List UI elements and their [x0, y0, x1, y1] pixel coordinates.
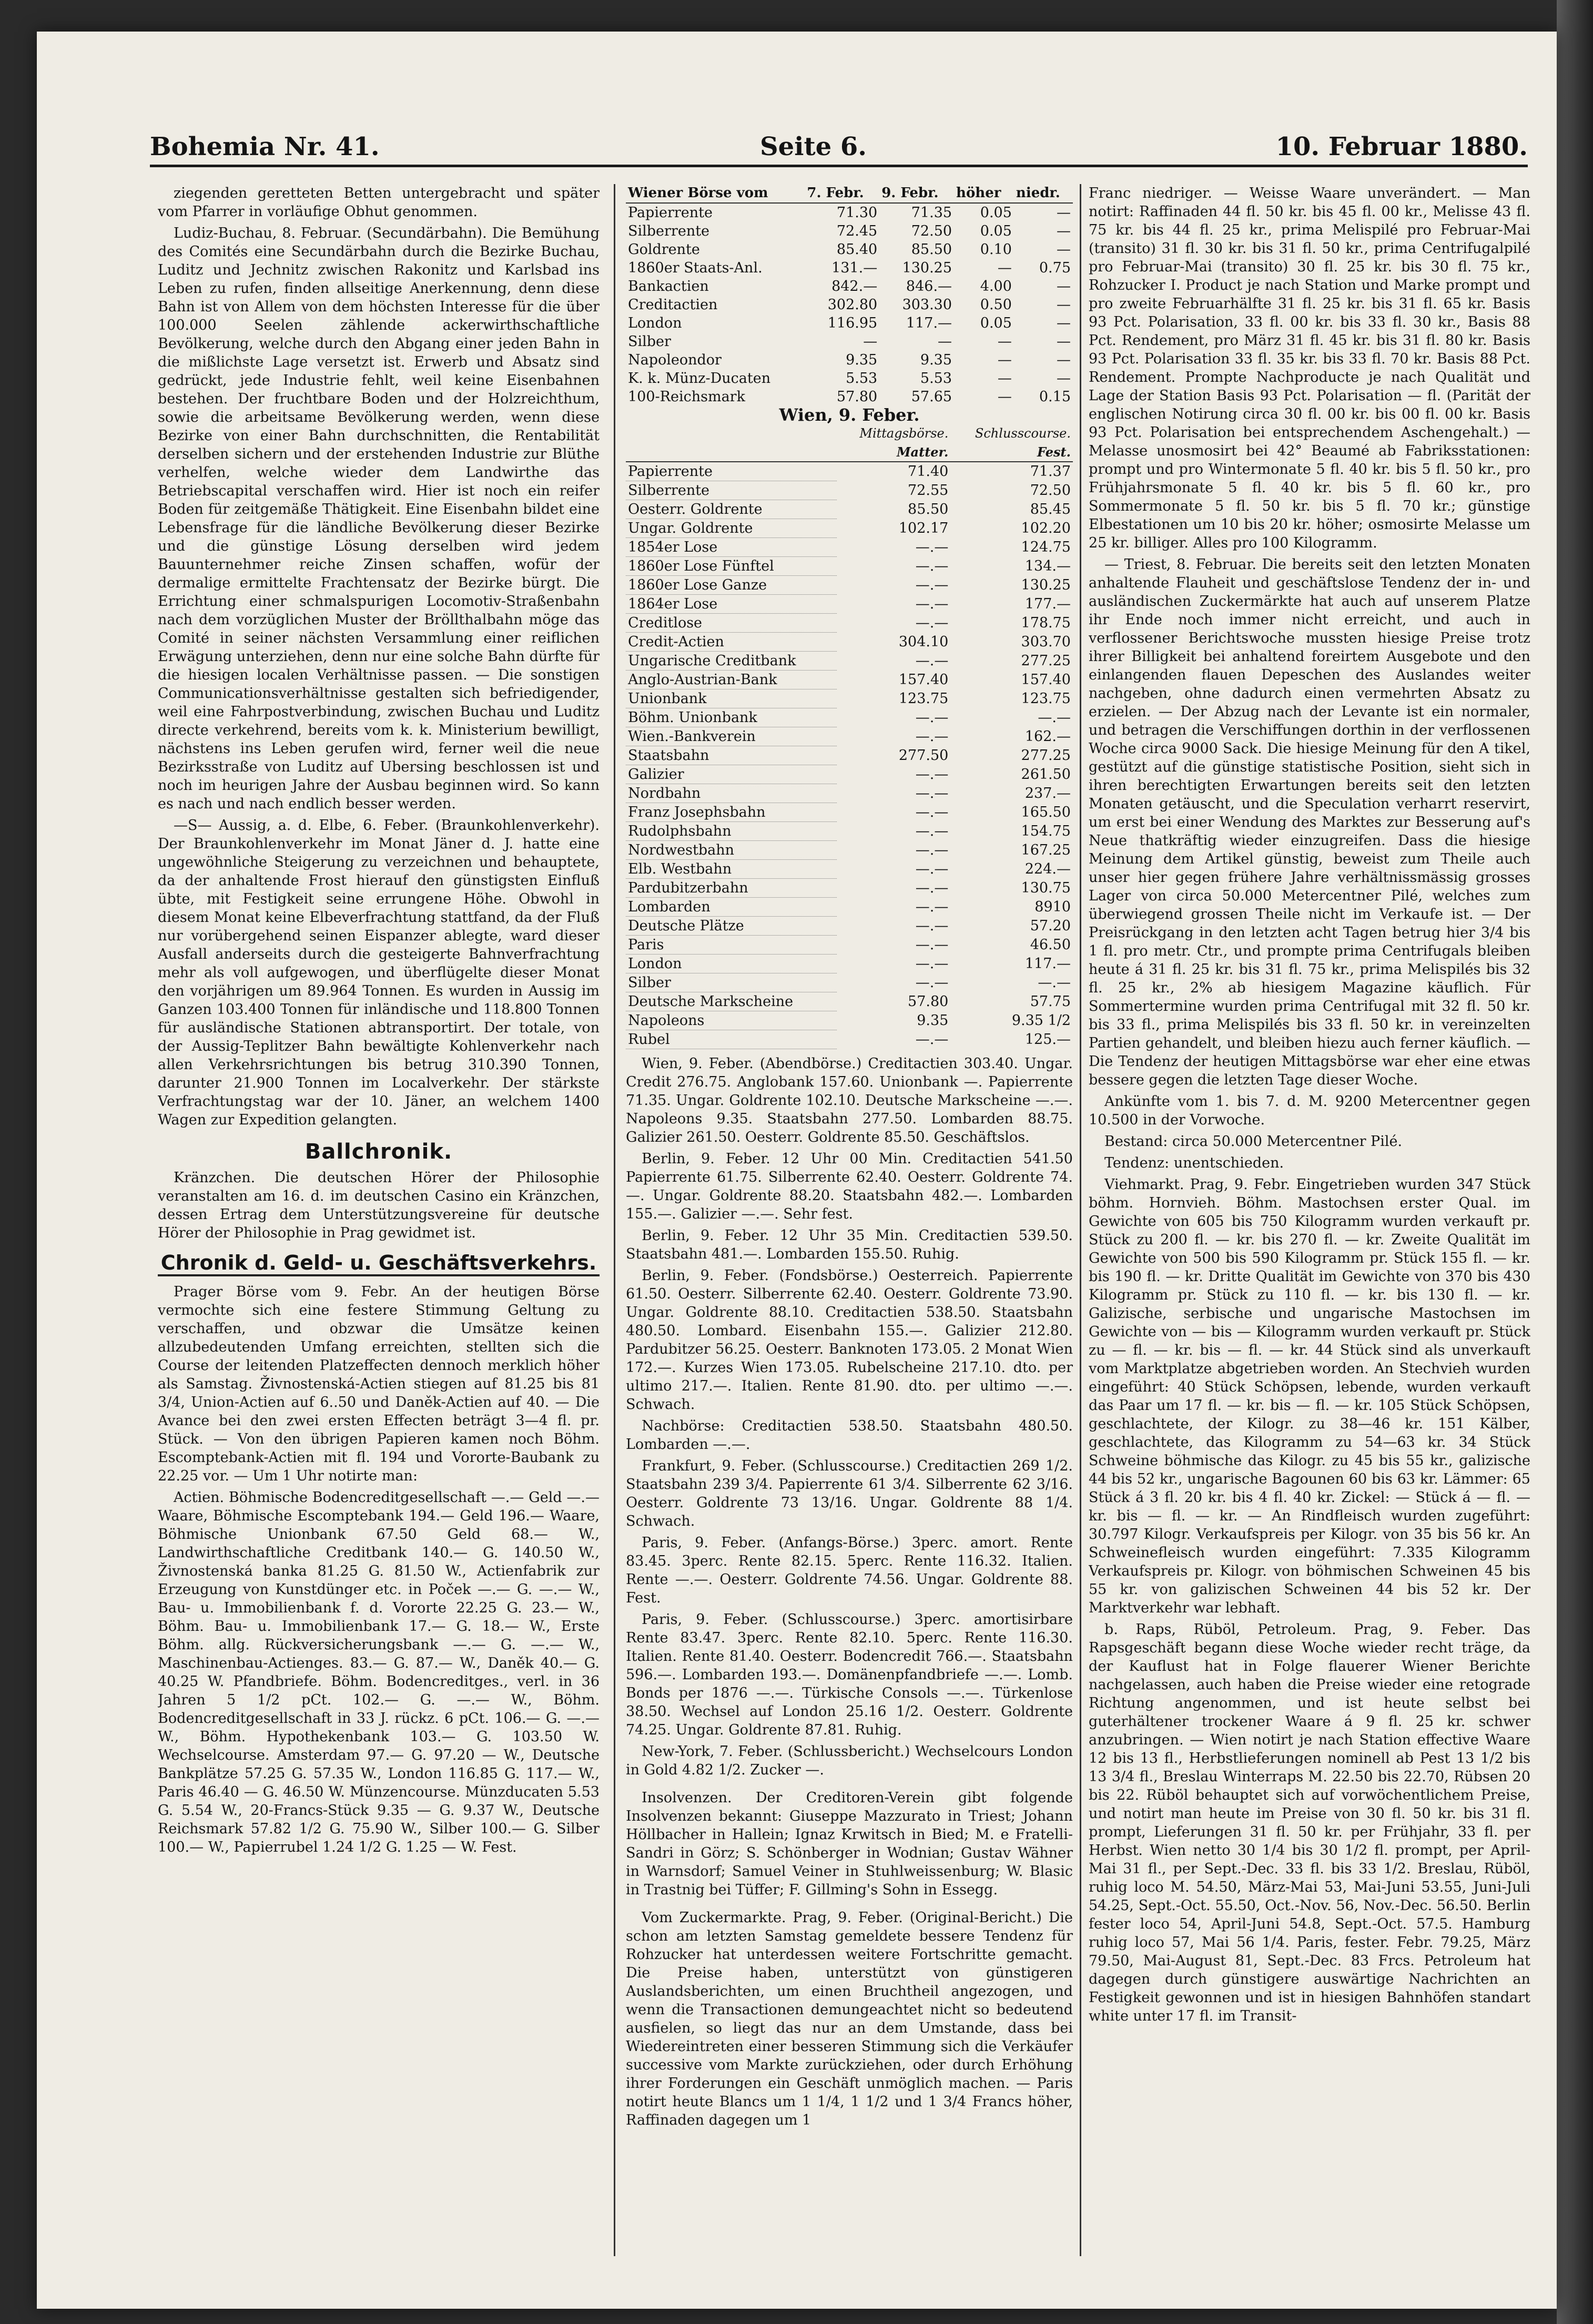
- table-header: Wiener Börse vom: [626, 184, 805, 203]
- quote-value: 9.35 1/2: [1011, 1012, 1071, 1029]
- table-row: [626, 462, 1073, 481]
- security-name: Creditlose: [626, 614, 837, 633]
- table-row: [626, 727, 1073, 746]
- security-name: Deutsche Plätze: [626, 917, 837, 936]
- security-name: Napoleondor: [628, 352, 722, 368]
- quote-value: 157.40: [898, 672, 949, 688]
- quote-value: 131.—: [831, 260, 878, 276]
- table-row: [626, 652, 1073, 671]
- security-name: Silberrente: [626, 481, 837, 500]
- quote-value: 0.05: [980, 205, 1012, 221]
- table-row: [626, 203, 1073, 222]
- quote-value: 154.75: [1021, 823, 1071, 839]
- quote-value: 71.40: [908, 463, 949, 480]
- quote-value: 277.50: [898, 747, 949, 764]
- security-name: Credit-Actien: [626, 633, 837, 652]
- security-name: Silber: [628, 333, 671, 350]
- security-name: Papierrente: [628, 205, 713, 221]
- table-title: Wien, 9. Feber.: [779, 405, 920, 425]
- table-row: [626, 481, 1073, 500]
- quote-value: —.—: [915, 842, 949, 858]
- security-name: Creditactien: [628, 297, 718, 313]
- table-row: [626, 898, 1073, 917]
- market-report: Tendenz: unentschieden.: [1104, 1155, 1284, 1171]
- quote-value: —.—: [915, 539, 949, 555]
- article-paragraph: Actien. Böhmische Bodencreditgesellschaft —.— Geld —.— Waare, Böhmische Escomptebank 194.— Geld 196.— Waare, Böhmische Unionbank 67.50 Geld 68.— W., Landwirthschaftliche Creditbank 140.— G. 140.50 W., Živnostenská banka 81.25 G. 81.50 W., Actienfabrik zur Erzeugung von Kunstdünger etc. in Poček —.— G. —.— W., Bau- u. Immobilienbank f. d. Vororte 22.25 G. 23.— W., Böhm. Bau- u. Immobilienbank 17.— G. 18.— W., Erste Böhm. allg. Rückversicherungsbank —.— G. —.— W., Maschinenbau-Actienges. 83.— G. 87.— W., Daněk 40.— G. 40.25 W. Pfandbriefe. Böhm. Bodencreditges., verl. in 36 Jahren 5 1/2 pCt. 102.— G. —.— W., Böhm. Bodencreditgesellschaft in 33 J. rückz. 6 pCt. 106.— G. —.— W., Böhm. Hypothekenbank 103.— G. 103.50 W. Wechselcourse. Amsterdam 97.— G. 97.20 — W., Deutsche Bankplätze 57.25 G. 57.35 W., London 116.85 G. 117.— W., Paris 46.40 — G. 46.50 W. Münzencourse. Münzducaten 5.53 G. 5.54 W., 20-Francs-Stück 9.35 — G. 9.37 W., Deutsche Reichsmark 57.82 1/2 G. 75.90 W., Silber 100.— G. Silber 100.— W., Papierrubel 1.24 1/2 G. 1.25 — W. Fest.: [158, 1489, 600, 1855]
- table-row: [626, 708, 1073, 727]
- quote-value: 9.35: [846, 352, 878, 368]
- quote-value: 261.50: [1021, 766, 1071, 783]
- security-name: 100-Reichsmark: [628, 389, 745, 405]
- quote-value: 57.75: [1030, 993, 1071, 1010]
- quote-value: 177.—: [1024, 596, 1071, 612]
- quote-value: —.—: [915, 709, 949, 726]
- quote-value: 102.20: [1021, 520, 1071, 536]
- quote-value: 303.70: [1021, 634, 1071, 650]
- quote-value: —: [997, 333, 1012, 350]
- security-name: Wien.-Bankverein: [626, 727, 837, 746]
- article-paragraph: —S— Aussig, a. d. Elbe, 6. Feber. (Braunkohlenverkehr). Der Braunkohlenverkehr im Monat Jäner d. J. hatte eine ungewöhnliche Steigerung zu verzeichnen und behauptete, da der anhaltende Frost hierauf den günstigsten Einfluß übte, mit Festigkeit seine errungene Höhe. Obwohl in diesem Monat keine Elbeverfrachtung stattfand, da der Fluß nur vorübergehend seinen Eispanzer ablegte, ward dieser Ausfall anderseits durch die gesteigerte Bahnverfrachtung mehr als voll aufgewogen, und überflügelte dieser Monat den vorjährigen um 89.964 Tonnen. Es wurden in Aussig im Ganzen 103.400 Tonnen für inländische und 118.800 Tonnen für ausländische Stationen abtransportirt. Der totale, von der Aussig-Teplitzer Bahn bewältigte Kohlenverkehr nach allen Verkehrsrichtungen bis betrug 310.390 Tonnen, darunter 21.900 Tonnen im Localverkehr. Der stärkste Verfrachtungstag war der 10. Jäner, an welchem 1400 Wagen zur Expedition gelangten.: [158, 817, 600, 1128]
- quote-value: 57.80: [908, 993, 949, 1010]
- quote-value: —: [938, 333, 952, 350]
- article-paragraph: Kränzchen. Die deutschen Hörer der Philosophie veranstalten am 16. d. im deutschen Casino ein Kränzchen, dessen Ertrag dem Unterstützungsvereine für deutsche Hörer der Philosophie in Prag gewidmet ist.: [158, 1170, 600, 1241]
- market-report: Berlin, 9. Feber. 12 Uhr 00 Min. Creditactien 541.50 Papierrente 61.75. Silberrente 62.40. Oesterr. Goldrente 74.—. Ungar. Goldrente 88.20. Staatsbahn 482.—. Lombarden 155.—. Galizier —.—. Sehr fest.: [626, 1151, 1073, 1222]
- quote-value: 117.—: [1024, 956, 1071, 972]
- quote-value: 85.45: [1030, 501, 1071, 517]
- column-divider: [1080, 184, 1081, 2256]
- quote-value: —.—: [915, 653, 949, 669]
- quote-value: —: [1057, 352, 1071, 368]
- table-row: [626, 500, 1073, 519]
- quote-value: —.—: [915, 1031, 949, 1048]
- quote-value: 123.75: [898, 691, 949, 707]
- table-row: [626, 860, 1073, 879]
- quote-value: —.—: [915, 918, 949, 934]
- security-name: 1854er Lose: [626, 538, 837, 557]
- table-row: [626, 222, 1073, 240]
- table-row: [626, 388, 1073, 406]
- security-name: Silber: [626, 973, 837, 992]
- market-report: — Triest, 8. Februar. Die bereits seit den letzten Monaten anhaltende Flauheit und geschäftslose Tendenz der in- und ausländischen Zuckermärkte hat auch auf unserem Platze ihr Ende noch immer nicht erreicht, und auch in verflossener Berichtswoche mussten hiesige Preise trotz ihrer Billigkeit bei anhaltend foreirtem Ausgebote und den einlangenden flauen Depeschen des Auslandes weiter nachgeben, ohne dadurch einen vermehrten Absatz zu erzielen. — Der Abzug nach der Levante ist ein normaler, und betragen die Verschiffungen dorthin in der verflossenen Woche circa 9000 Sack. Die hiesige Meinung für den A tikel, gestützt auf die günstige statistische Position, sieht sich in ihren berechtigten Erwartungen bereits seit den letzten Monaten getäuscht, und die Speculation verharrt reservirt, um erst bei einer Wendung des Marktes zur Besserung auf's Neue thatkräftig wieder einzugreifen. Dass die hiesige Meinung dem Artikel günstig, beweist zum Theile auch unser hier gegen frühere Jahre verhältnissmässig grosses Lager von circa 50.000 Metercentner Pilé, welches zum überwiegend grossen Theile nicht im Verkaufe ist. — Der Preisrückgang in den letzten acht Tagen betrug hier 3/4 bis 1 fl. pro metr. Ctr., und prompte prima Centrifugals bleiben heute á 31 fl. 25 kr. bis 31 fl. 75 kr., prima Melispilés bis 32 fl. 25 kr., 2% ab hiesigem Magazine käuflich. Für Sommertermine wurden prima Centrifugal mit 32 fl. 50 kr. bis 33 fl., prima Melispilés bis 33 fl. 50 kr. in vereinzelten Partien gehandelt, und bleiben hiezu auch ferner käuflich. — Die Tendenz der heutigen Mittagsbörse war eher eine etwas bessere gegen die letzten Tage dieser Woche.: [1089, 556, 1530, 1088]
- quote-value: 0.75: [1039, 260, 1071, 276]
- quote-value: —: [1057, 315, 1071, 331]
- market-report: Berlin, 9. Feber. (Fondsbörse.) Oesterreich. Papierrente 61.50. Oesterr. Silberrente 62.40. Oesterr. Goldrente 73.90. Ungar. Goldrente 88.10. Creditactien 538.50. Staatsbahn 480.50. Lombard. Eisenbahn 155.—. Galizier 212.80. Pardubitzer 56.25. Oesterr. Banknoten 173.05. 2 Monat Wien 172.—. Kurzes Wien 173.05. Rubelscheine 217.10. dto. per ultimo 217.—. Italien. Rente 81.90. dto. per ultimo —.—. Schwach.: [626, 1267, 1073, 1413]
- quote-value: 46.50: [1030, 937, 1071, 953]
- table-header: niedr.: [1014, 184, 1073, 203]
- quote-value: —.—: [915, 880, 949, 896]
- column-1: [158, 184, 600, 1860]
- market-report: Ankünfte vom 1. bis 7. d. M. 9200 Metercentner gegen 10.500 in der Vorwoche.: [1089, 1093, 1530, 1128]
- table-row: [626, 841, 1073, 860]
- security-name: Nordbahn: [626, 784, 837, 803]
- quote-value: 277.25: [1021, 653, 1071, 669]
- table-row: [626, 314, 1073, 332]
- quote-value: 0.10: [980, 241, 1012, 258]
- table-row: [626, 917, 1073, 936]
- insolvency-notice: Insolvenzen. Der Creditoren-Verein gibt folgende Insolvenzen bekannt: Giuseppe Mazzurato in Triest; Johann Höllbacher in Hallein; Ignaz Krwitsch in Bied; M. e Fratelli-Sandri in Görz; S. Schönberger in Wodnian; Gustav Wähner in Warnsdorf; Samuel Veiner in Stuhlweissenburg; W. Blasic in Trastnig bei Tüffer; F. Gillming's Sohn in Essegg.: [626, 1790, 1073, 1898]
- article-paragraph: Ludiz-Buchau, 8. Februar. (Secundärbahn). Die Bemühung des Comités eine Secundärbahn durch die Bezirke Buchau, Luditz und Jechnitz zwischen Rakonitz und Karlsbad ins Leben zu rufen, finden allseitige Anerkennung, denn diese Bahn ist von Allem von dem höchsten Interesse für die über 100.000 Seelen zählende ackerwirthschaftliche Bevölkerung, welche durch den Abgang einer jeden Bahn in die mißlichste Lage versetzt ist. Erwerb und Absatz sind gedrückt, jede Industrie fehlt, weil keine Eisenbahnen bestehen. Der fruchtbare Boden und der Holzreichthum, sowie die arbeitsame Bevölkerung werden, wenn diese Bezirke von einer Bahn durchschnitten, die Rentabilität derselben sichern und der erstehenden Industrie zur Blüthe verhelfen, welche wieder dem Landwirthe das Betriebscapital verschaffen wird. Hier ist noch ein reifer Boden für zeitgemäße Thätigkeit. Eine Eisenbahn bildet eine Lebensfrage für die ländliche Bevölkerung dieser Bezirke und die günstige Lösung derselben wird jedem Bauunternehmer reiche Zinsen schaffen, wofür der dermalige ermittelte Frachtensatz der Bezirke bürgt. Die Errichtung einer schmalspurigen Locomotiv-Straßenbahn nach dem vorzüglichen Muster der Bröllthalbahn möge das Comité in seiner nächsten Versammlung einer reiflichen Erwägung unterziehen, denn nur eine solche Bahn dürfte für die hiesigen localen Verhältnisse passen. — Die sonstigen Communicationsverhältnisse gestalten sich befriedigender, weil eine Fahrpostverbindung, zwischen Buchau und Luditz directe verkehrend, bereits vom k. k. Ministerium bewilligt, nächstens ins Leben gerufen wird, ferner weil die neue Bezirksstraße von Luditz auf Ubersing beschlossen ist und noch im heurigen Jahre der Ausbau beginnen wird. So kann es nach und nach endlich besser werden.: [158, 225, 600, 812]
- quote-value: —.—: [915, 804, 949, 820]
- security-name: London: [626, 955, 837, 973]
- quote-value: 846.—: [906, 278, 952, 295]
- security-name: Elb. Westbahn: [626, 860, 837, 879]
- security-name: Böhm. Unionbank: [626, 708, 837, 727]
- column-3: [1089, 184, 1530, 2028]
- quote-value: 178.75: [1021, 615, 1071, 631]
- security-name: Pardubitzerbahn: [626, 879, 837, 898]
- quote-value: 0.05: [980, 315, 1012, 331]
- security-name: 1860er Lose Ganze: [626, 576, 837, 595]
- article-paragraph: Prager Börse vom 9. Febr. An der heutigen Börse vermochte sich eine festere Stimmung Geltung zu verschaffen, und obzwar die Umsätze keinen allzubedeutenden Umfang erreichten, stellten sich die Course der leitenden Platzeffecten dennoch merklich höher als Samstag. Živnostenská-Actien stiegen auf 81.25 bis 81 3/4, Union-Actien auf 6..50 und Daněk-Actien auf 40. — Die Avance bei den zwei ersten Effecten beträgt 3—4 fl. pr. Stück. — Von den übrigen Papieren kamen noch Böhm. Escomptebank-Actien mit fl. 194 und Vororte-Baubank zu 22.25 vor. — Um 1 Uhr notirte man:: [158, 1284, 600, 1484]
- table-row: [626, 1030, 1073, 1049]
- security-name: Oesterr. Goldrente: [626, 500, 837, 519]
- quote-value: —.—: [1038, 709, 1071, 726]
- quote-value: 157.40: [1021, 672, 1071, 688]
- security-name: K. k. Münz-Ducaten: [628, 370, 771, 387]
- quote-value: 57.20: [1030, 918, 1071, 934]
- market-report: Paris, 9. Feber. (Anfangs-Börse.) 3perc. amort. Rente 83.45. 3perc. Rente 82.15. 5perc. Rente 116.32. Italien. Rente —.—. Oesterr. Goldrente 74.56. Ungar. Goldrente 88. Fest.: [626, 1535, 1073, 1606]
- quote-value: 72.45: [836, 223, 878, 239]
- issue-date: 10. Februar 1880.: [1275, 132, 1528, 161]
- quote-value: —: [997, 352, 1012, 368]
- quote-value: —.—: [915, 728, 949, 745]
- table-row: [626, 671, 1073, 689]
- table-row: [626, 369, 1073, 388]
- table-row: [626, 277, 1073, 296]
- market-report: Franc niedriger. — Weisse Waare unverändert. — Man notirt: Raffinaden 44 fl. 50 kr. bis 45 fl. 00 kr., Melisse 43 fl. 75 kr. bis 44 fl. 25 kr., prima Melispilé pro Februar-Mai (transito) 31 fl. 30 kr. bis 31 fl. 50 kr., prima Centrifugalpilé pro Februar-Mai (transito) 30 fl. 25 kr. bis 30 fl. 75 kr., Rohzucker I. Product je nach Station und Marke prompt und pro zweite Februarhälfte 31 fl. 25 kr. bis 31 fl. 65 kr. Basis 93 Pct. Polarisation, 33 fl. 00 kr. bis 33 fl. 30 kr., Basis 88 Pct. Rendement, pro März 31 fl. 45 kr. bis 31 fl. 80 kr. Basis 93 Pct. Polarisation 33 fl. 35 kr. bis 33 fl. 70 kr. Basis 88 Pct. Rendement. Prompte Nachproducte je nach Qualität und Lage der Station Basis 93 Pct. Polarisation — fl. (Parität der englischen Notirung circa 30 fl. 00 kr. bis 00 fl. 00 kr. Basis 93 Pct. Polarisation bei entsprechendem Aschengehalt.) — Melasse unosmosirt bei 42° Beaumé ab Fabriksstationen: prompt und pro Wintermonate 5 fl. 40 kr. bis 5 fl. 50 kr., pro Frühjahrsmonate 5 fl. 40 kr. bis 5 fl. 60 kr., pro Sommermonate 5 fl. 50 kr. bis 5 fl. 70 kr.; günstige Elbestationen um 10 bis 20 kr. höher; osmosirte Melasse um 25 kr. billiger. Alles pro 100 Kilogramm.: [1089, 185, 1530, 551]
- quote-value: 72.50: [911, 223, 952, 239]
- security-name: Ungarische Creditbank: [626, 652, 837, 671]
- quote-value: 162.—: [1024, 728, 1071, 745]
- quote-value: —.—: [1038, 975, 1071, 991]
- table-row: [626, 803, 1073, 822]
- quote-value: —.—: [915, 823, 949, 839]
- quote-value: —.—: [915, 975, 949, 991]
- security-name: London: [628, 315, 682, 331]
- table-row: [626, 955, 1073, 973]
- quote-value: 72.50: [1030, 482, 1071, 499]
- quote-value: —.—: [915, 785, 949, 801]
- quote-value: 165.50: [1021, 804, 1071, 820]
- table-row: [626, 259, 1073, 277]
- quote-value: 124.75: [1021, 539, 1071, 555]
- quote-value: —.—: [915, 596, 949, 612]
- quote-value: 72.55: [908, 482, 949, 499]
- security-name: Ungar. Goldrente: [626, 519, 837, 538]
- quote-value: 277.25: [1021, 747, 1071, 764]
- quote-value: 130.25: [1021, 577, 1071, 593]
- market-report: New-York, 7. Feber. (Schlussbericht.) Wechselcours London in Gold 4.82 1/2. Zucker —.: [626, 1743, 1073, 1778]
- quote-value: 71.37: [1030, 463, 1071, 480]
- quote-value: 304.10: [898, 634, 949, 650]
- quote-value: 85.40: [836, 241, 878, 258]
- table-row: [626, 973, 1073, 992]
- security-name: Galizier: [626, 765, 837, 784]
- quote-value: 116.95: [827, 315, 878, 331]
- quote-value: —.—: [915, 937, 949, 953]
- quote-value: 85.50: [911, 241, 952, 258]
- masthead-issue: Bohemia Nr. 41.: [150, 132, 380, 161]
- quote-value: 167.25: [1021, 842, 1071, 858]
- column-label: Matter.: [837, 443, 951, 462]
- quote-value: 130.25: [902, 260, 952, 276]
- quote-value: 9.35: [920, 352, 952, 368]
- security-name: Staatsbahn: [626, 746, 837, 765]
- table-row: [626, 633, 1073, 652]
- table-header: 7. Febr.: [805, 184, 879, 203]
- quote-value: 57.80: [836, 389, 878, 405]
- quote-value: 5.53: [920, 370, 952, 387]
- section-heading: Chronik d. Geld- u. Geschäftsverkehrs.: [158, 1254, 600, 1276]
- sugar-market-report: Vom Zuckermarkte. Prag, 9. Feber. (Original-Bericht.) Die schon am letzten Samstag gemeldete bessere Tendenz für Rohzucker hat unterdessen weitere Fortschritte gemacht. Die Preise haben, unterstützt von günstigeren Auslandsberichten, um einen Bruchtheil angezogen, und wenn die Transactionen demungeachtet nicht so bedeutend ausfielen, so liegt das nur an dem Umstande, dass bei Wiedereintreten einer besseren Stimmung sich die Verkäufer successive vom Markte zurückziehen, oder durch Erhöhung ihrer Forderungen ein Geschäft unmöglich machen. — Paris notirt heute Blancs um 1 1/4, 1 1/2 und 1 3/4 Francs höher, Raffinaden dagegen um 1: [626, 1910, 1073, 2128]
- table-row: [626, 784, 1073, 803]
- table-row: [626, 765, 1073, 784]
- quote-value: —: [997, 370, 1012, 387]
- rapeseed-market-report: b. Raps, Rüböl, Petroleum. Prag, 9. Feber. Das Rapsgeschäft begann diese Woche wieder recht träge, da der Kauflust hat in Folge flauerer Wiener Berichte nachgelassen, auch haben die Preise wieder eine retograde Richtung angenommen, und ist heute selbst bei guterhältener trockener Waare á 9 fl. 25 kr. schwer anzubringen. — Wien notirt je nach Station effective Waare 12 bis 13 fl., Herbstlieferungen nominell ab Pest 13 1/2 bis 13 3/4 fl., Breslau Winterraps M. 22.50 bis 22.70, Rübsen 20 bis 22. Rüböl behauptet sich auf vorwöchentlichem Preise, und notirt man heute im Preise von 30 fl. 50 kr. bis 31 fl. prompt, Lieferungen 31 fl. 50 kr. per Frühjahr, 33 fl. per Herbst. Wien netto 30 1/4 bis 30 1/2 fl. prompt, per April-Mai 31 fl., per Sept.-Dec. 33 fl. bis 33 1/2. Breslau, Rüböl, ruhig loco M. 54.50, März-Mai 53, Mai-Juni 53.55, Juni-Juli 54.25, Sept.-Oct. 55.50, Oct.-Nov. 56, Nov.-Dec. 56.50. Berlin fester loco 54, April-Juni 54.8, Sept.-Oct. 57.5. Hamburg ruhig loco 57, Mai 56 1/4. Paris, fester. Febr. 79.25, März 79.50, Mai-August 81, Sept.-Dec. 83 Frcs. Petroleum hat dagegen durch günstigere auswärtige Nachrichten an Festigkeit gewonnen und ist in hiesigen Bahnhöfen standart white unter 17 fl. im Transit-: [1089, 1621, 1530, 2024]
- quote-value: 125.—: [1024, 1031, 1071, 1048]
- table-row: [626, 746, 1073, 765]
- quote-value: —: [1057, 370, 1071, 387]
- quote-value: —: [1057, 223, 1071, 239]
- quote-value: 303.30: [902, 297, 952, 313]
- security-name: 1860er Staats-Anl.: [628, 260, 763, 276]
- quote-value: 134.—: [1024, 558, 1071, 574]
- table-row: [626, 240, 1073, 259]
- table-row: [626, 557, 1073, 576]
- security-name: Anglo-Austrian-Bank: [626, 671, 837, 689]
- security-name: Silberrente: [628, 223, 710, 239]
- quote-value: 0.05: [980, 223, 1012, 239]
- quote-value: —: [997, 260, 1012, 276]
- security-name: 1860er Lose Fünftel: [626, 557, 837, 576]
- table-row: [626, 538, 1073, 557]
- page-edge-shadow: [1557, 0, 1593, 2324]
- table-row: [626, 1011, 1073, 1030]
- quote-value: —: [1057, 333, 1071, 350]
- wiener-boerse-table: [626, 184, 1073, 406]
- table-row: [626, 595, 1073, 614]
- quote-value: 102.17: [898, 520, 949, 536]
- quote-value: —: [1057, 278, 1071, 295]
- security-name: 1864er Lose: [626, 595, 837, 614]
- quote-value: 130.75: [1021, 880, 1071, 896]
- market-report: Nachbörse: Creditactien 538.50. Staatsbahn 480.50. Lombarden —.—.: [626, 1418, 1073, 1453]
- column-2: [626, 184, 1073, 2133]
- quote-value: —.—: [915, 615, 949, 631]
- column-label: Mittagsbörse.: [859, 426, 949, 441]
- quote-value: 9.35: [917, 1012, 949, 1029]
- table-row: [626, 519, 1073, 538]
- security-name: Deutsche Markscheine: [626, 992, 837, 1011]
- security-name: Franz Josephsbahn: [626, 803, 837, 822]
- market-report: Wien, 9. Feber. (Abendbörse.) Creditactien 303.40. Ungar. Credit 276.75. Anglobank 157.60. Unionbank —. Papierrente 71.35. Ungar. Goldrente 102.10. Deutsche Markscheine —.—. Napoleons 9.35. Staatsbahn 277.50. Lombarden 88.75. Galizier 261.50. Oesterr. Goldrente 85.50. Geschäftslos.: [626, 1056, 1073, 1145]
- quote-value: —: [997, 389, 1012, 405]
- table-row: [626, 332, 1073, 351]
- market-report: Frankfurt, 9. Feber. (Schlusscourse.) Creditactien 269 1/2. Staatsbahn 239 3/4. Papierrente 61 3/4. Silberrente 62 3/16. Oesterr. Goldrente 73 13/16. Ungar. Goldrente 88 1/4. Schwach.: [626, 1458, 1073, 1529]
- wien-course-table: [626, 424, 1073, 1049]
- quote-value: —.—: [915, 766, 949, 783]
- quote-value: 237.—: [1024, 785, 1071, 801]
- quote-value: 8910: [1034, 899, 1071, 915]
- table-row: [626, 822, 1073, 841]
- market-report: Bestand: circa 50.000 Metercentner Pilé.: [1104, 1133, 1403, 1150]
- quote-value: 117.—: [906, 315, 952, 331]
- page-number: Seite 6.: [760, 132, 867, 161]
- quote-value: 85.50: [908, 501, 949, 517]
- quote-value: —: [1057, 241, 1071, 258]
- section-heading: Ballchronik.: [305, 1140, 453, 1164]
- quote-value: —.—: [915, 956, 949, 972]
- page-header: [150, 128, 1528, 167]
- quote-value: —: [1057, 205, 1071, 221]
- quote-value: 4.00: [980, 278, 1012, 295]
- table-row: [626, 992, 1073, 1011]
- market-report: Berlin, 9. Feber. 12 Uhr 35 Min. Creditactien 539.50. Staatsbahn 481.—. Lombarden 155.50. Ruhig.: [626, 1227, 1073, 1262]
- column-divider: [614, 184, 615, 2256]
- table-header: höher: [954, 184, 1014, 203]
- quote-value: 0.50: [980, 297, 1012, 313]
- quote-value: 842.—: [831, 278, 878, 295]
- security-name: Papierrente: [626, 462, 837, 481]
- security-name: Napoleons: [626, 1011, 837, 1030]
- table-row: [626, 689, 1073, 708]
- table-row: [626, 296, 1073, 314]
- column-label: Fest.: [950, 443, 1073, 462]
- quote-value: 224.—: [1024, 861, 1071, 877]
- security-name: Rubel: [626, 1030, 837, 1049]
- table-row: [626, 576, 1073, 595]
- article-paragraph: ziegenden geretteten Betten untergebracht und später vom Pfarrer in vorläufige Obhut genommen.: [158, 185, 600, 220]
- table-row: [626, 936, 1073, 955]
- quote-value: 57.65: [911, 389, 952, 405]
- quote-value: —: [863, 333, 878, 350]
- quote-value: —: [1057, 297, 1071, 313]
- table-row: [626, 879, 1073, 898]
- security-name: Bankactien: [628, 278, 709, 295]
- security-name: Lombarden: [626, 898, 837, 917]
- security-name: Nordwestbahn: [626, 841, 837, 860]
- security-name: Goldrente: [628, 241, 700, 258]
- market-report: Paris, 9. Feber. (Schlusscourse.) 3perc. amortisirbare Rente 83.47. 3perc. Rente 82.10. 5perc. Rente 116.30. Italien. Rente 81.40. Oesterr. Bodencredit 766.—. Staatsbahn 596.—. Lombarden 193.—. Domänenpfandbriefe —.—. Lomb. Bonds per 1876 —.—. Türkische Consols —.—. Türkenlose 38.50. Wechsel auf London 25.16 1/2. Oesterr. Goldrente 74.25. Ungar. Goldrente 87.81. Ruhig.: [626, 1611, 1073, 1738]
- quote-value: 302.80: [827, 297, 878, 313]
- quote-value: 71.30: [836, 205, 878, 221]
- column-label: Schlusscourse.: [975, 426, 1071, 441]
- quote-value: 123.75: [1021, 691, 1071, 707]
- quote-value: 71.35: [911, 205, 952, 221]
- quote-value: —.—: [915, 558, 949, 574]
- cattle-market-report: Viehmarkt. Prag, 9. Febr. Eingetrieben wurden 347 Stück böhm. Hornvieh. Böhm. Mastochsen erster Qual. im Gewichte von 605 bis 750 Kilogramm wurden verkauft pr. Stück zu 200 fl. — kr. bis 270 fl. — kr. Zweite Qualität im Gewichte von 500 bis 590 Kilogramm pr. Stück 155 fl. — kr. bis 190 fl. — kr. Dritte Qualität im Gewichte von 370 bis 430 Kilogramm pr. Stück zu 110 fl. — kr. bis 130 fl. — kr. Galizische, serbische und ungarische Mastochsen im Gewichte von — bis — Kilogramm wurden verkauft pr. Stück zu — fl. — kr. bis — fl. — kr. 44 Stück sind als unverkauft vom Marktplatze abgetrieben worden. An Stechvieh wurden eingeführt: 40 Stück Schöpsen, lebende, wurden verkauft das Paar um 17 fl. — kr. bis — fl. — kr. 105 Stück Schöpsen, geschlachtete, der Kilogr. zu 38—46 kr. 151 Kälber, geschlachtete, das Kilogramm zu 54—63 kr. 34 Stück Schweine böhmische das Kilogr. zu 45 bis 55 kr., galizische 44 bis 52 kr., ungarische Bagounen 60 bis 63 kr. Lämmer: 65 Stück á 3 fl. 20 kr. bis 4 fl. 40 kr. Zickel: — Stück á — fl. — kr. bis — fl. — kr. — An Rindfleisch wurden zugeführt: 30.797 Kilogr. Verkaufspreis per Kilogr. von 35 bis 56 kr. An Schweinefleisch wurden eingeführt: 7.335 Kilogramm Verkaufspreis pr. Kilogr. von böhmischen Schweinen 45 bis 55 kr. von galizischen Schweinen 44 bis 52 kr. Der Marktverkehr war lebhaft.: [1089, 1176, 1530, 1616]
- quote-value: 0.15: [1039, 389, 1071, 405]
- security-name: Paris: [626, 936, 837, 955]
- table-header: 9. Febr.: [879, 184, 954, 203]
- table-row: [626, 351, 1073, 369]
- quote-value: —.—: [915, 861, 949, 877]
- security-name: Rudolphsbahn: [626, 822, 837, 841]
- table-row: [626, 614, 1073, 633]
- quote-value: 5.53: [846, 370, 878, 387]
- security-name: Unionbank: [626, 689, 837, 708]
- quote-value: —.—: [915, 899, 949, 915]
- quote-value: —.—: [915, 577, 949, 593]
